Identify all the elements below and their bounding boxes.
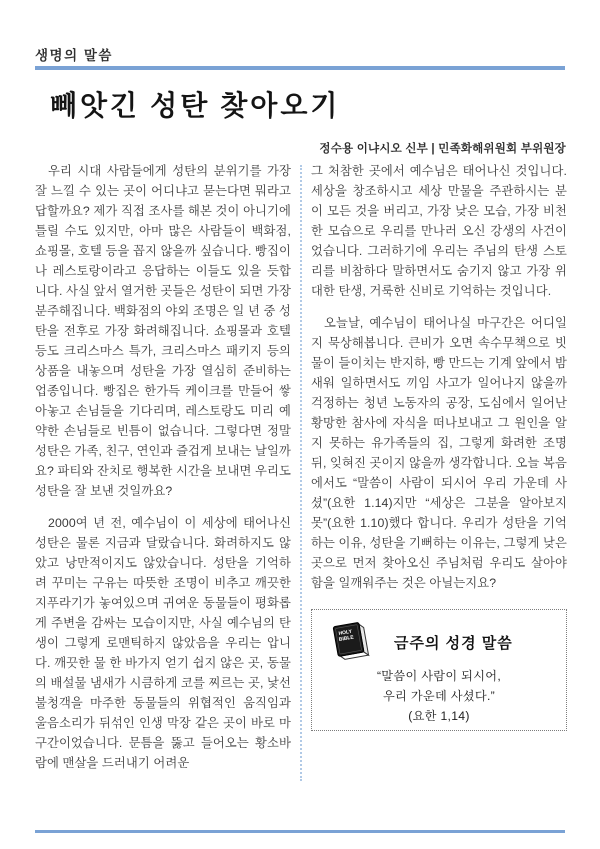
bible-icon: [328, 618, 374, 666]
footer-rule: [35, 830, 565, 833]
article-body: [35, 161, 567, 785]
article-title: 빼앗긴 성탄 찾아오기: [50, 91, 341, 122]
verse-reference: (요한 1,14): [408, 709, 470, 723]
bible-icon-text: BIBLE: [338, 634, 355, 644]
header-rule: [35, 66, 565, 70]
verse-line: “말씀이 사람이 되시어,: [376, 669, 502, 683]
right-column: [311, 161, 567, 785]
paragraph: 그 처참한 곳에서 예수님은 태어나신 것입니다. 세상을 창조하시고 세상 만물을 주관하시는 분이 모든 것을 버리고, 가장 낮은 모습, 가장 비천한 모습으로 우리를 만나러 오신 강생의 사건이었습니다. 그러하기에 우리는 주님의 탄생 스토리를 비참하다 말하면서도 숨기지 않고 가장 위대한 탄생, 거룩한 신비로 기억하는 것입니다.: [311, 164, 567, 298]
column-divider: [300, 165, 302, 781]
verse-line: 우리 가운데 사셨다.”: [382, 689, 495, 703]
scripture-verse: [318, 666, 560, 726]
paragraph: 오늘날, 예수님이 태어나실 마구간은 어디일지 묵상해봅니다. 큰비가 오면 속수무책으로 빗물이 들이치는 반지하, 빵 만드는 기계 앞에서 밤새워 일하면서도 끼임 사고가 일어나지 않을까 걱정하는 청년 노동자의 공장, 도심에서 일어난 황망한 참사에 자식을 떠나보내고 그 원인을 알지 못하는 유가족들의 집, 그렇게 화려한 조명 뒤, 잊혀진 곳이지 않을까 생각합니다. 오늘 복음에서도 “말씀이 사람이 되시어 우리 가운데 사셨”(요한 1.14)지만 “세상은 그분을 알아보지 못”(요한 1.10)했다 합니다. 우리가 성탄을 기억하는 이유, 성탄을 기뻐하는 이유는, 그렇게 낮은 곳으로 먼저 찾아오신 주님처럼 우리도 살아야 함을 일깨워주는 것은 아닐는지요?: [311, 316, 567, 590]
paragraph: 우리 시대 사람들에게 성탄의 분위기를 가장 잘 느낄 수 있는 곳이 어디냐고 묻는다면 뭐라고 답할까요? 제가 직접 조사를 해본 것이 아니기에 틀릴 수도 있지만, 아마 많은 사람들이 백화점, 쇼핑몰, 호텔 등을 꼽지 않을까 싶습니다. 빵집이나 레스토랑이라고 응답하는 이들도 있을 듯합니다. 사실 앞서 열거한 곳들은 성탄이 되면 가장 분주해집니다. 백화점의 야외 조명은 일 년 중 성탄을 전후로 가장 화려해집니다. 쇼핑몰과 호텔 등도 크리스마스 특가, 크리스마스 패키지 등의 상품을 내놓으며 성탄을 가장 열심히 준비하는 업종입니다. 빵집은 한가득 케이크를 만들어 쌓아놓고 손님들을 기다리며, 레스토랑도 미리 예약한 손님들로 빈틈이 없습니다. 그렇다면 정말 성탄은 가족, 친구, 연인과 즐겁게 보내는 날일까요? 파티와 잔치로 행복한 시간을 보내면 우리도 성탄을 잘 보낸 것일까요?: [35, 164, 291, 498]
scripture-box: [311, 609, 567, 731]
section-label: 생명의 말씀: [35, 48, 113, 63]
bible-icon-text: HOLY: [338, 628, 353, 637]
paragraph: 2000여 년 전, 예수님이 이 세상에 태어나신 성탄은 물론 지금과 달랐습니다. 화려하지도 않았고 낭만적이지도 않았습니다. 성탄을 기억하려 꾸미는 구유는 따뜻한 조명이 비추고 깨끗한 지푸라기가 놓여있으며 귀여운 동물들이 평화롭게 주변을 감싸는 모습이지만, 사실 예수님의 탄생이 그렇게 로맨틱하지 않았음을 우리는 압니다. 깨끗한 물 한 바가지 얻기 쉽지 않은 곳, 동물의 배설물 냄새가 시큼하게 코를 찌르는 곳, 낯선 불청객을 마주한 동물들의 위협적인 움직임과 울음소리가 뒤섞인 인생 막장 같은 곳이 바로 마구간이었습니다. 문틈을 뚫고 들어오는 황소바람에 맨살을 드러내기 어려운: [35, 516, 291, 770]
scripture-box-title: 금주의 성경 말씀: [394, 634, 513, 652]
scripture-box-header: [328, 618, 560, 666]
left-column: [35, 161, 291, 785]
byline: 정수용 이냐시오 신부 | 민족화해위원회 부위원장: [319, 143, 566, 155]
